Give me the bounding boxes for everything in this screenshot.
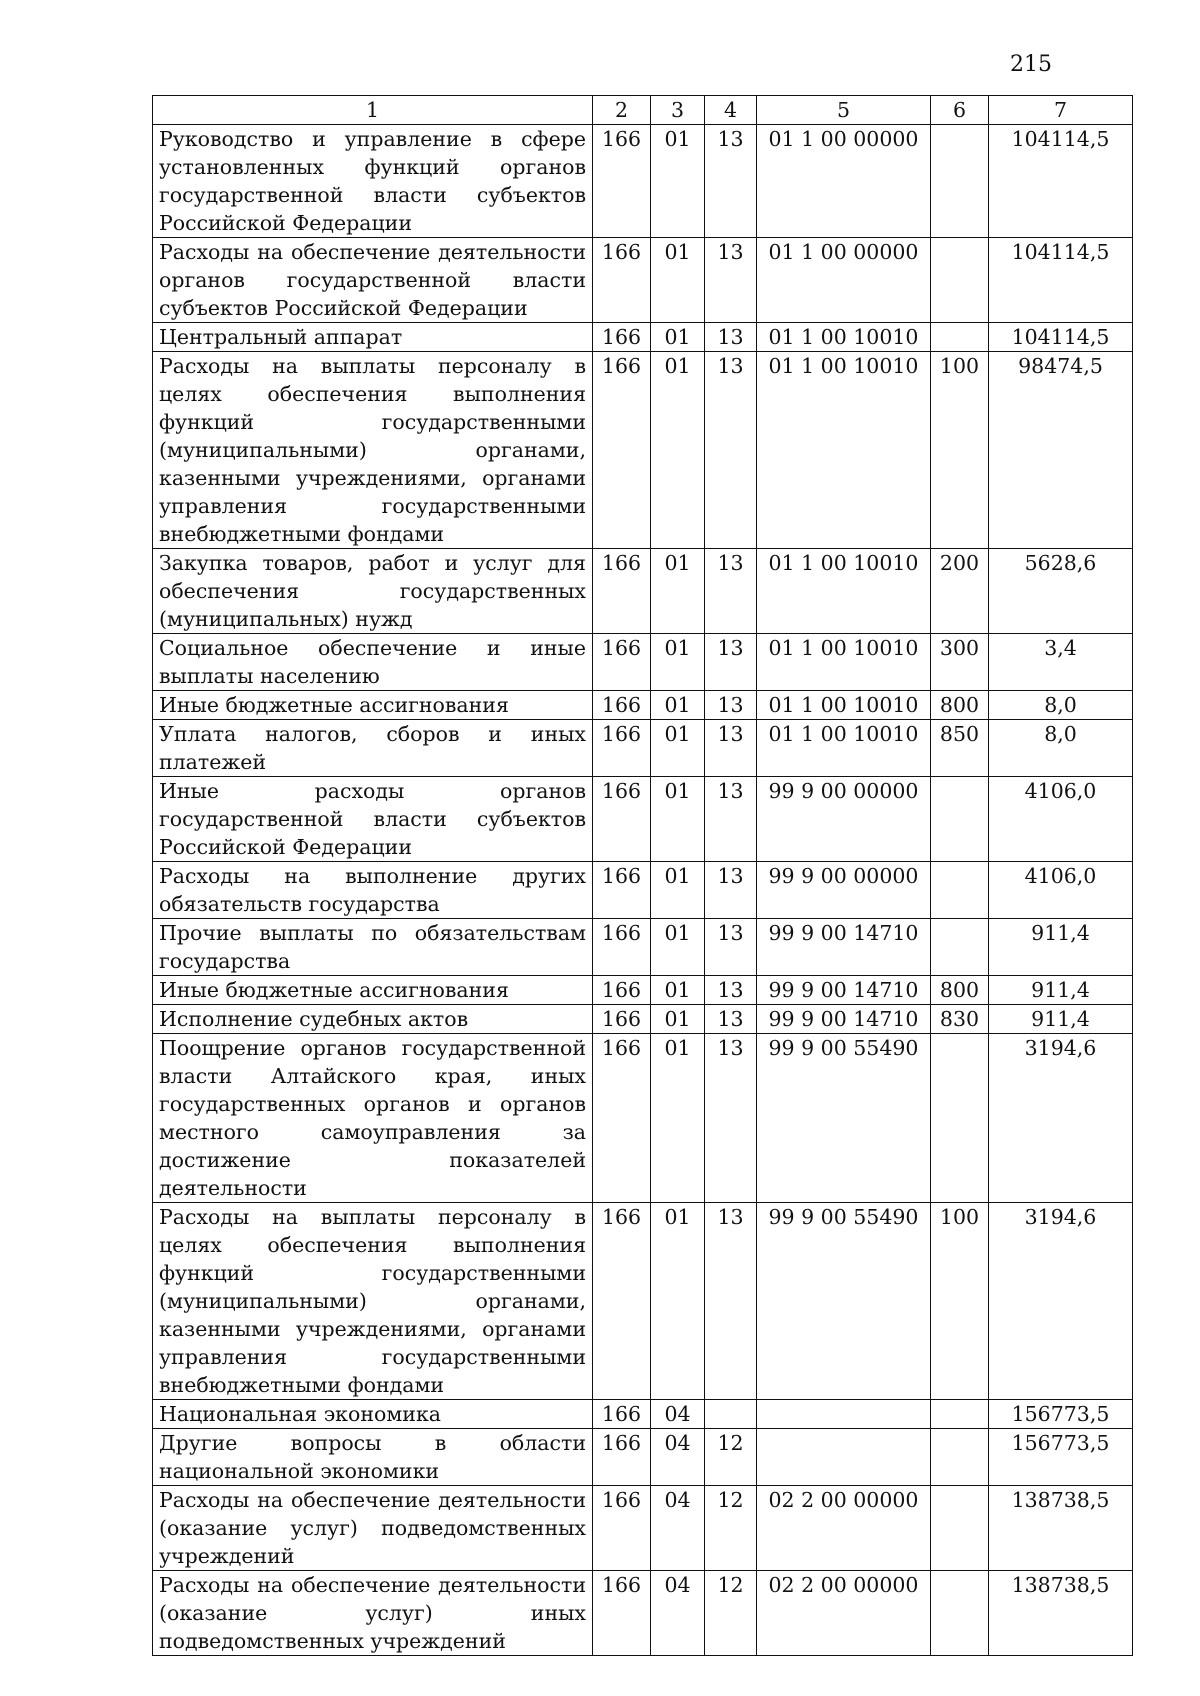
- cell-amount: 911,4: [989, 976, 1133, 1005]
- cell-section-code: 01: [651, 720, 705, 777]
- cell-subsection-code: 13: [705, 720, 757, 777]
- cell-section-code: 01: [651, 1034, 705, 1203]
- header-row: [153, 96, 1133, 125]
- cell-section-code: 01: [651, 323, 705, 352]
- cell-section-code: 01: [651, 976, 705, 1005]
- cell-ministry-code: 166: [593, 1429, 651, 1486]
- cell-ministry-code: 166: [593, 976, 651, 1005]
- table-row: [153, 1034, 1133, 1203]
- cell-expense-type: [931, 1429, 989, 1486]
- cell-ministry-code: 166: [593, 634, 651, 691]
- cell-expense-type: 800: [931, 691, 989, 720]
- cell-target-article: 01 1 00 10010: [757, 691, 931, 720]
- header-col-5: 5: [757, 96, 931, 125]
- header-col-4: 4: [705, 96, 757, 125]
- cell-expense-type: [931, 323, 989, 352]
- cell-ministry-code: 166: [593, 777, 651, 862]
- cell-expense-type: [931, 1034, 989, 1203]
- cell-ministry-code: 166: [593, 125, 651, 238]
- cell-expense-type: 850: [931, 720, 989, 777]
- cell-subsection-code: 12: [705, 1571, 757, 1656]
- cell-expense-type: [931, 919, 989, 976]
- cell-expense-type: [931, 238, 989, 323]
- cell-amount: 5628,6: [989, 549, 1133, 634]
- cell-subsection-code: 13: [705, 238, 757, 323]
- cell-expense-type: [931, 777, 989, 862]
- cell-subsection-code: 13: [705, 919, 757, 976]
- cell-item-name: Расходы на обеспечение деятельности (оказание услуг) иных подведомственных учреждений: [153, 1571, 593, 1656]
- cell-item-name: Закупка товаров, работ и услуг для обеспечения государственных (муниципальных) нужд: [153, 549, 593, 634]
- cell-ministry-code: 166: [593, 1400, 651, 1429]
- cell-expense-type: [931, 1571, 989, 1656]
- cell-section-code: 04: [651, 1486, 705, 1571]
- cell-ministry-code: 166: [593, 1034, 651, 1203]
- cell-target-article: 01 1 00 10010: [757, 634, 931, 691]
- cell-target-article: 99 9 00 00000: [757, 777, 931, 862]
- budget-table: [152, 95, 1133, 1656]
- cell-expense-type: 830: [931, 1005, 989, 1034]
- table-row: [153, 720, 1133, 777]
- cell-item-name: Расходы на обеспечение деятельности (оказание услуг) подведомственных учреждений: [153, 1486, 593, 1571]
- cell-item-name: Национальная экономика: [153, 1400, 593, 1429]
- cell-amount: 911,4: [989, 1005, 1133, 1034]
- cell-expense-type: [931, 862, 989, 919]
- cell-subsection-code: [705, 1400, 757, 1429]
- cell-item-name: Поощрение органов государственной власти Алтайского края, иных государственных органов и органов местного самоуправления за достижение показателей деятельности: [153, 1034, 593, 1203]
- cell-item-name: Социальное обеспечение и иные выплаты населению: [153, 634, 593, 691]
- cell-subsection-code: 13: [705, 777, 757, 862]
- cell-target-article: 01 1 00 10010: [757, 549, 931, 634]
- cell-subsection-code: 13: [705, 352, 757, 549]
- cell-ministry-code: 166: [593, 1571, 651, 1656]
- cell-target-article: 99 9 00 55490: [757, 1034, 931, 1203]
- cell-amount: 98474,5: [989, 352, 1133, 549]
- table-row: [153, 1400, 1133, 1429]
- table-row: [153, 862, 1133, 919]
- cell-ministry-code: 166: [593, 1005, 651, 1034]
- cell-item-name: Другие вопросы в области национальной экономики: [153, 1429, 593, 1486]
- cell-ministry-code: 166: [593, 691, 651, 720]
- cell-target-article: 02 2 00 00000: [757, 1571, 931, 1656]
- cell-target-article: 01 1 00 10010: [757, 352, 931, 549]
- table-row: [153, 634, 1133, 691]
- table-row: [153, 976, 1133, 1005]
- cell-ministry-code: 166: [593, 352, 651, 549]
- cell-ministry-code: 166: [593, 919, 651, 976]
- cell-amount: 138738,5: [989, 1486, 1133, 1571]
- cell-expense-type: [931, 1486, 989, 1571]
- cell-subsection-code: 13: [705, 862, 757, 919]
- table-row: [153, 352, 1133, 549]
- cell-amount: 3194,6: [989, 1034, 1133, 1203]
- cell-amount: 3194,6: [989, 1203, 1133, 1400]
- cell-ministry-code: 166: [593, 1486, 651, 1571]
- cell-amount: 104114,5: [989, 125, 1133, 238]
- table-row: [153, 1571, 1133, 1656]
- cell-subsection-code: 12: [705, 1429, 757, 1486]
- cell-item-name: Иные бюджетные ассигнования: [153, 691, 593, 720]
- cell-target-article: 99 9 00 14710: [757, 1005, 931, 1034]
- table-row: [153, 777, 1133, 862]
- cell-subsection-code: 13: [705, 549, 757, 634]
- cell-expense-type: 100: [931, 1203, 989, 1400]
- cell-section-code: 01: [651, 238, 705, 323]
- cell-ministry-code: 166: [593, 549, 651, 634]
- cell-subsection-code: 12: [705, 1486, 757, 1571]
- cell-subsection-code: 13: [705, 976, 757, 1005]
- cell-target-article: [757, 1429, 931, 1486]
- cell-section-code: 01: [651, 691, 705, 720]
- header-col-2: 2: [593, 96, 651, 125]
- cell-item-name: Расходы на обеспечение деятельности органов государственной власти субъектов Российской Федерации: [153, 238, 593, 323]
- cell-item-name: Иные бюджетные ассигнования: [153, 976, 593, 1005]
- cell-item-name: Расходы на выполнение других обязательств государства: [153, 862, 593, 919]
- cell-item-name: Прочие выплаты по обязательствам государства: [153, 919, 593, 976]
- cell-expense-type: 200: [931, 549, 989, 634]
- cell-item-name: Центральный аппарат: [153, 323, 593, 352]
- cell-amount: 4106,0: [989, 777, 1133, 862]
- cell-section-code: 01: [651, 549, 705, 634]
- cell-item-name: Иные расходы органов государственной власти субъектов Российской Федерации: [153, 777, 593, 862]
- cell-item-name: Расходы на выплаты персоналу в целях обеспечения выполнения функций государственными (муниципальными) органами, казенными учреждениями, органами управления государственными внебюджетными фондами: [153, 352, 593, 549]
- cell-item-name: Исполнение судебных актов: [153, 1005, 593, 1034]
- cell-section-code: 04: [651, 1571, 705, 1656]
- cell-expense-type: 800: [931, 976, 989, 1005]
- cell-subsection-code: 13: [705, 634, 757, 691]
- table-row: [153, 919, 1133, 976]
- cell-subsection-code: 13: [705, 323, 757, 352]
- cell-target-article: 99 9 00 55490: [757, 1203, 931, 1400]
- cell-amount: 3,4: [989, 634, 1133, 691]
- table-row: [153, 1429, 1133, 1486]
- cell-amount: 104114,5: [989, 323, 1133, 352]
- cell-ministry-code: 166: [593, 323, 651, 352]
- table-row: [153, 549, 1133, 634]
- cell-section-code: 01: [651, 634, 705, 691]
- cell-expense-type: [931, 125, 989, 238]
- cell-ministry-code: 166: [593, 862, 651, 919]
- cell-section-code: 01: [651, 1005, 705, 1034]
- cell-item-name: Руководство и управление в сфере установленных функций органов государственной власти субъектов Российской Федерации: [153, 125, 593, 238]
- cell-item-name: Уплата налогов, сборов и иных платежей: [153, 720, 593, 777]
- table-row: [153, 1203, 1133, 1400]
- cell-subsection-code: 13: [705, 691, 757, 720]
- cell-target-article: 01 1 00 00000: [757, 238, 931, 323]
- header-col-7: 7: [989, 96, 1133, 125]
- table-row: [153, 238, 1133, 323]
- cell-amount: 8,0: [989, 720, 1133, 777]
- cell-item-name: Расходы на выплаты персоналу в целях обеспечения выполнения функций государственными (муниципальными) органами, казенными учреждениями, органами управления государственными внебюджетными фондами: [153, 1203, 593, 1400]
- cell-ministry-code: 166: [593, 238, 651, 323]
- table-row: [153, 1005, 1133, 1034]
- header-col-3: 3: [651, 96, 705, 125]
- cell-amount: 156773,5: [989, 1400, 1133, 1429]
- table-row: [153, 1486, 1133, 1571]
- cell-expense-type: 100: [931, 352, 989, 549]
- cell-section-code: 04: [651, 1400, 705, 1429]
- cell-subsection-code: 13: [705, 125, 757, 238]
- cell-amount: 911,4: [989, 919, 1133, 976]
- table-body: [153, 125, 1133, 1656]
- cell-target-article: 01 1 00 10010: [757, 720, 931, 777]
- cell-section-code: 01: [651, 919, 705, 976]
- header-col-1: 1: [153, 96, 593, 125]
- cell-expense-type: 300: [931, 634, 989, 691]
- cell-amount: 156773,5: [989, 1429, 1133, 1486]
- cell-section-code: 01: [651, 352, 705, 549]
- cell-section-code: 01: [651, 862, 705, 919]
- cell-ministry-code: 166: [593, 1203, 651, 1400]
- cell-target-article: 01 1 00 10010: [757, 323, 931, 352]
- header-col-6: 6: [931, 96, 989, 125]
- cell-amount: 8,0: [989, 691, 1133, 720]
- cell-expense-type: [931, 1400, 989, 1429]
- cell-target-article: 99 9 00 00000: [757, 862, 931, 919]
- cell-amount: 104114,5: [989, 238, 1133, 323]
- page-number: 215: [1010, 52, 1052, 77]
- cell-target-article: 99 9 00 14710: [757, 919, 931, 976]
- table-row: [153, 125, 1133, 238]
- cell-section-code: 04: [651, 1429, 705, 1486]
- cell-section-code: 01: [651, 1203, 705, 1400]
- cell-target-article: 99 9 00 14710: [757, 976, 931, 1005]
- cell-amount: 138738,5: [989, 1571, 1133, 1656]
- cell-section-code: 01: [651, 125, 705, 238]
- table-row: [153, 323, 1133, 352]
- cell-subsection-code: 13: [705, 1203, 757, 1400]
- cell-target-article: 02 2 00 00000: [757, 1486, 931, 1571]
- cell-target-article: 01 1 00 00000: [757, 125, 931, 238]
- cell-ministry-code: 166: [593, 720, 651, 777]
- cell-target-article: [757, 1400, 931, 1429]
- table-row: [153, 691, 1133, 720]
- cell-subsection-code: 13: [705, 1034, 757, 1203]
- cell-amount: 4106,0: [989, 862, 1133, 919]
- cell-subsection-code: 13: [705, 1005, 757, 1034]
- cell-section-code: 01: [651, 777, 705, 862]
